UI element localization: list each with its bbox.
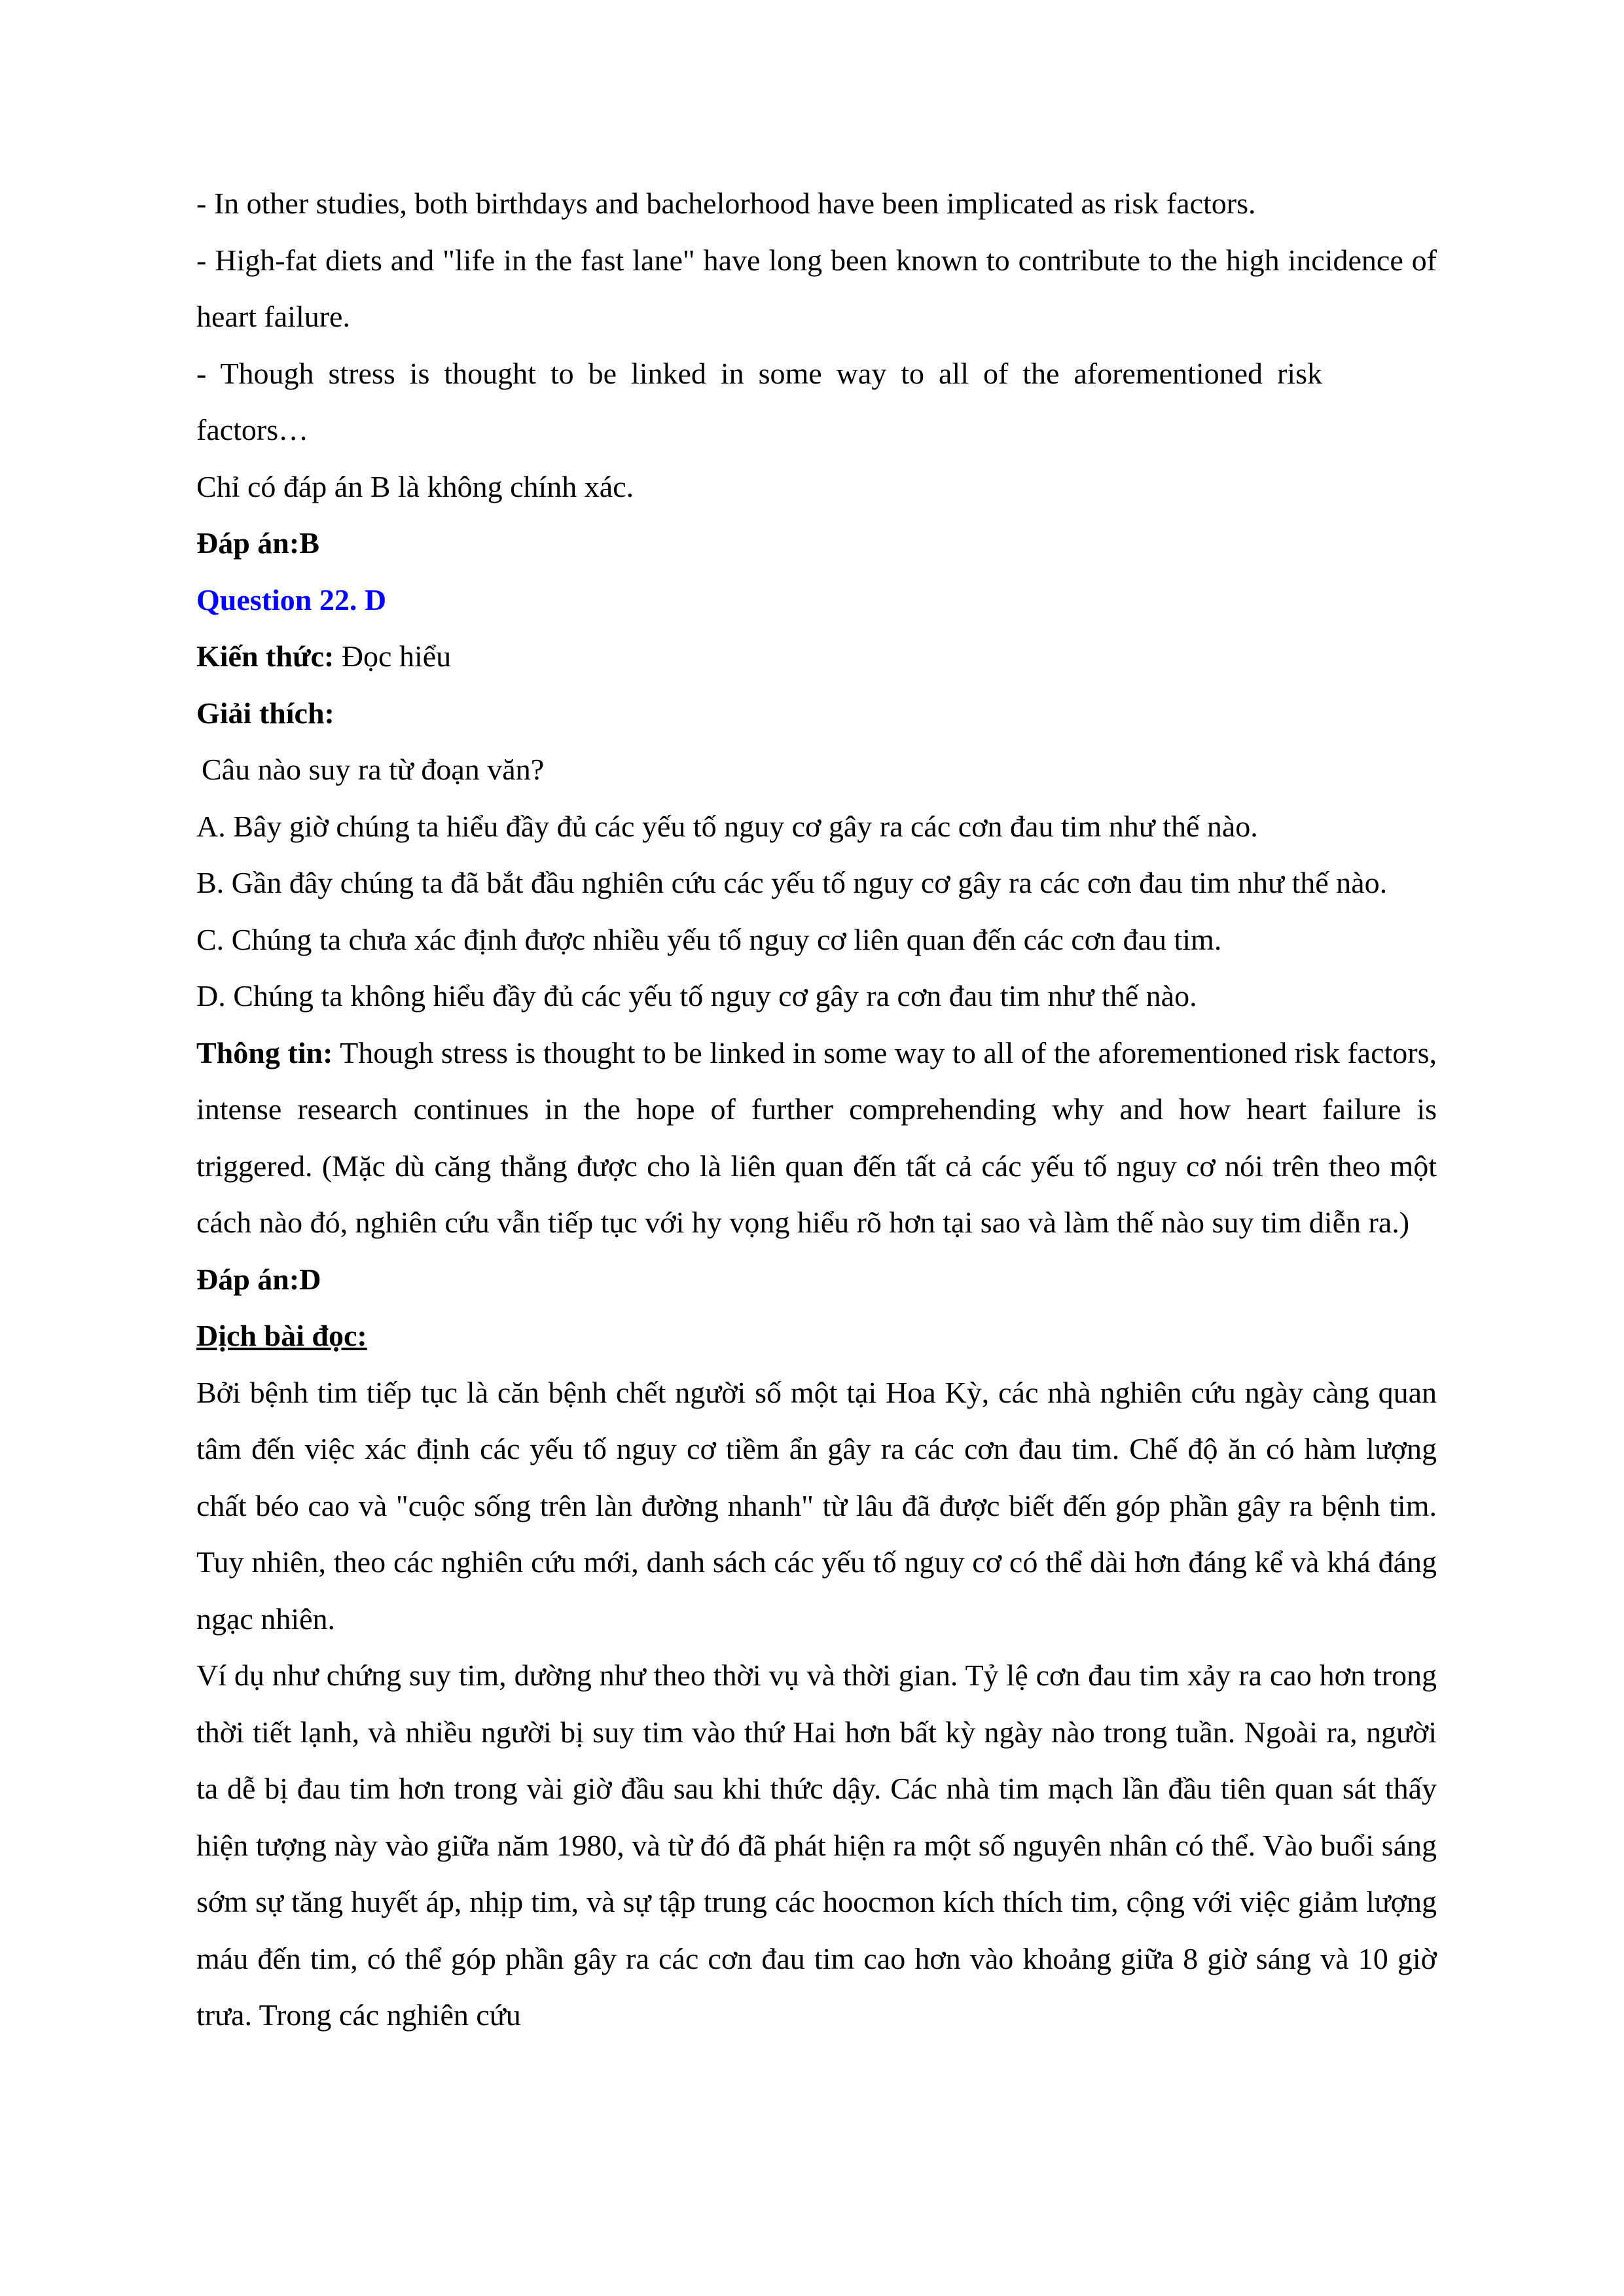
q22-info	[196, 1025, 1437, 1251]
knowledge-value: Đọc hiểu	[334, 639, 452, 673]
q21-answer: Đáp án:B	[196, 526, 319, 560]
q22-option-b: B. Gần đây chúng ta đã bắt đầu nghiên cứu các yếu tố nguy cơ gây ra các cơn đau tim như thế nào.	[196, 866, 1388, 899]
q22-option-d: D. Chúng ta không hiểu đầy đủ các yếu tố nguy cơ gây ra cơn đau tim như thế nào.	[196, 979, 1197, 1013]
document-page	[196, 175, 1437, 2044]
q22-question: Câu nào suy ra từ đoạn văn?	[202, 753, 545, 786]
bullet-birthdays: - In other studies, both birthdays and bachelorhood have been implicated as risk factors.	[196, 187, 1256, 220]
q22-answer: Đáp án:D	[196, 1262, 321, 1296]
q22-option-a: A. Bây giờ chúng ta hiểu đầy đủ các yếu tố nguy cơ gây ra các cơn đau tim như thế nào.	[196, 809, 1258, 843]
translation-heading: Dịch bài đọc:	[196, 1319, 367, 1352]
q22-option-c: C. Chúng ta chưa xác định được nhiều yếu tố nguy cơ liên quan đến các cơn đau tim.	[196, 922, 1222, 956]
info-label: Thông tin:	[196, 1035, 333, 1069]
q22-knowledge	[196, 628, 1437, 685]
translation-paragraph-1: Bởi bệnh tim tiếp tục là căn bệnh chết người số một tại Hoa Kỳ, các nhà nghiên cứu ngày càng quan tâm đến việc xác định các yếu tố nguy cơ tiềm ẩn gây ra các cơn đau tim. Chế độ ăn có hàm lượng chất béo cao và "cuộc sống trên làn đường nhanh" từ lâu đã được biết đến góp phần gây ra bệnh tim. Tuy nhiên, theo các nghiên cứu mới, danh sách các yếu tố nguy cơ có thể dài hơn đáng kể và khá đáng ngạc nhiên.	[196, 1375, 1437, 1636]
info-text: Though stress is thought to be linked in some way to all of the aforementioned risk factors, intense research continues in the hope of further comprehending why and how heart failure is triggered. (Mặc dù căng thẳng được cho là liên quan đến tất cả các yếu tố nguy cơ nói trên theo một cách nào đó, nghiên cứu vẫn tiếp tục với hy vọng hiểu rõ hơn tại sao và làm thế nào suy tim diễn ra.)	[196, 1035, 1437, 1239]
knowledge-label: Kiến thức:	[196, 639, 334, 673]
bullet-high-fat-diets: - High-fat diets and "life in the fast lane" have long been known to contribute to the high incidence of heart failure.	[196, 243, 1437, 333]
q22-heading: Question 22. D	[196, 583, 387, 617]
translation-paragraph-2: Ví dụ như chứng suy tim, dường như theo thời vụ và thời gian. Tỷ lệ cơn đau tim xảy ra cao hơn trong thời tiết lạnh, và nhiều người bị suy tim vào thứ Hai hơn bất kỳ ngày nào trong tuần. Ngoài ra, người ta dễ bị đau tim hơn trong vài giờ đầu sau khi thức dậy. Các nhà tim mạch lần đầu tiên quan sát thấy hiện tượng này vào giữa năm 1980, và từ đó đã phát hiện ra một số nguyên nhân có thể. Vào buổi sáng sớm sự tăng huyết áp, nhịp tim, và sự tập trung các hoocmon kích thích tim, cộng với việc giảm lượng máu đến tim, có thể góp phần gây ra các cơn đau tim cao hơn vào khoảng giữa 8 giờ sáng và 10 giờ trưa. Trong các nghiên cứu	[196, 1659, 1437, 2032]
q21-conclusion: Chỉ có đáp án B là không chính xác.	[196, 469, 634, 503]
q22-explain-label: Giải thích:	[196, 696, 334, 730]
bullet-stress: - Though stress is thought to be linked in some way to all of the aforementioned risk factors…	[196, 356, 1322, 446]
